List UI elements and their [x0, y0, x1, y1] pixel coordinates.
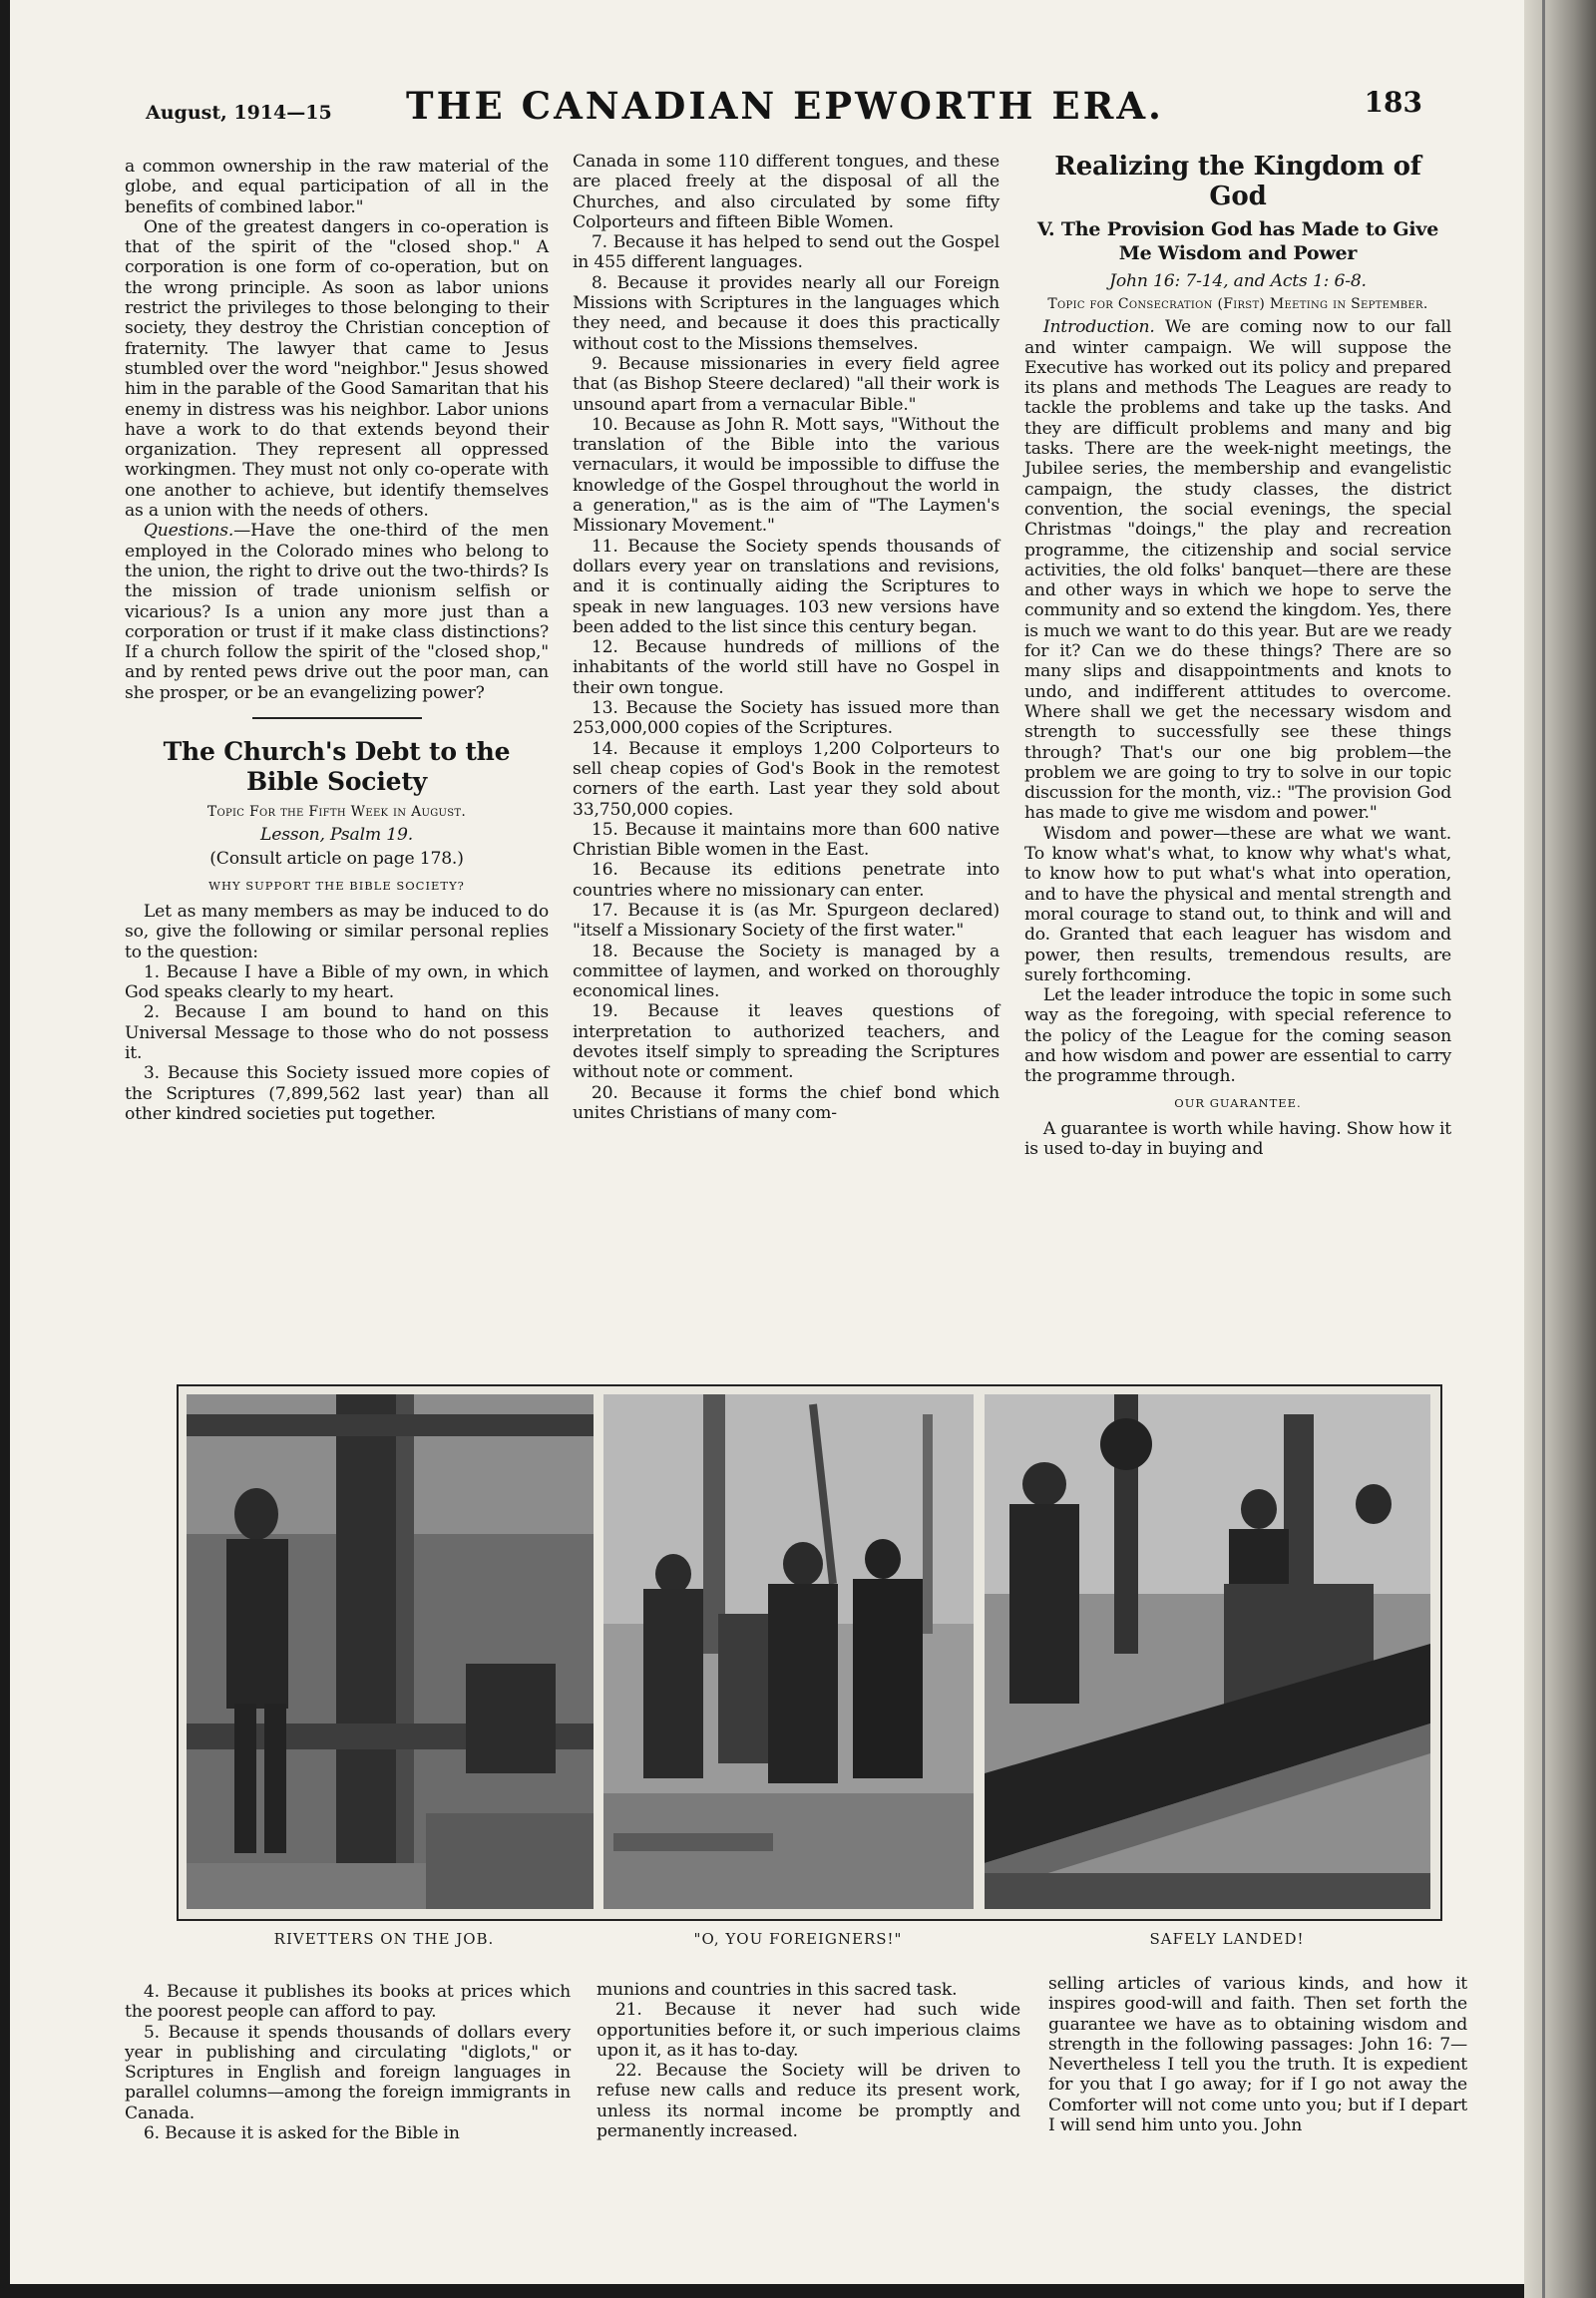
column-middle — [573, 152, 999, 1123]
bottom-column-right — [1048, 1974, 1467, 2135]
list-item: 6. Because it is asked for the Bible in — [143, 2123, 460, 2144]
column-left — [125, 157, 549, 1124]
paragraph — [1024, 317, 1451, 823]
publication-title: THE CANADIAN EPWORTH ERA. — [406, 84, 1164, 128]
article-heading: Realizing the Kingdom of God — [1054, 152, 1421, 211]
photo-strip — [177, 1384, 1442, 1921]
photo-caption: "O, YOU FOREIGNERS!" — [693, 1930, 903, 1948]
article-subheading: V. The Provision God has Made to Give Me Wisdom and Power — [1036, 218, 1439, 264]
list-item: 1. Because I have a Bible of my own, in which God speaks clearly to my heart. — [125, 961, 549, 1003]
list-item: 19. Because it leaves questions of interpretation to authorized teachers, and devotes itself simply to spreading the Scriptures without note or comment. — [573, 1001, 999, 1083]
list-item: 12. Because hundreds of millions of the inhabitants of the world still have no Gospel in their own tongue. — [573, 637, 999, 698]
list-item: 14. Because it employs 1,200 Colporteurs to sell cheap copies of God's Book in the remotest corners of the earth. Last year they sold about 33,750,000 copies. — [573, 738, 999, 820]
bottom-column-middle — [597, 1980, 1020, 2141]
photo-foreigners-image — [603, 1394, 974, 1909]
paragraph: a common ownership in the raw material of the globe, and equal participation of all in the benefits of combined labor." — [125, 157, 549, 217]
subsection-heading: WHY SUPPORT THE BIBLE SOCIETY? — [208, 878, 465, 893]
paragraph: A guarantee is worth while having. Show how it is used to-day in buying and — [1024, 1118, 1451, 1160]
issue-date: August, 1914—15 — [146, 102, 332, 124]
paragraph: Let as many members as may be induced to do so, give the following or similar personal replies to the question: — [125, 901, 549, 962]
paragraph — [125, 521, 549, 703]
photo-rivetters — [187, 1394, 594, 1909]
paragraph: Canada in some 110 different tongues, and these are placed freely at the disposal of all the Churches, and also circulated by some fifty Colporteurs and fifteen Bible Women. — [573, 152, 999, 232]
photo-safely-landed — [985, 1394, 1430, 1909]
paragraph: Let the leader introduce the topic in some such way as the foregoing, with special reference to the policy of the League for the coming season and how wisdom and power are essential to carry the programme through. — [1024, 985, 1451, 1087]
list-item: 20. Because it forms the chief bond which unites Christians of many com- — [573, 1082, 999, 1123]
scripture-reference: John 16: 7-14, and Acts 1: 6-8. — [1109, 271, 1367, 291]
list-item: 13. Because the Society has issued more than 253,000,000 copies of the Scriptures. — [573, 698, 999, 739]
list-item: 17. Because it is (as Mr. Spurgeon declared) "itself a Missionary Society of the first water." — [573, 900, 999, 942]
questions-label: Questions. — [143, 521, 234, 542]
article-heading: The Church's Debt to the Bible Society — [163, 737, 511, 797]
topic-line: Topic For the Fifth Week in August. — [206, 804, 467, 821]
list-item: 8. Because it provides nearly all our Foreign Missions with Scriptures in the languages which they need, and because it does this practically without cost to the Missions themselves. — [573, 272, 999, 354]
page-header — [138, 80, 1432, 130]
list-item: 11. Because the Society spends thousands of dollars every year on translations and revisions, and it is continually aiding the Scriptures to speak in new languages. 103 new versions have been added to the list since this century began. — [573, 536, 999, 637]
paragraph: selling articles of various kinds, and how it inspires good-will and faith. Then set forth the guarantee we have as to obtaining wisdom and strength in the following passages: John 16: 7—Nevertheless I tell you the truth. It is expedient for you that I go away; for if I go not away the Comforter will not come unto you; but if I depart I will send him unto you. John — [1048, 1974, 1467, 2136]
list-item: 5. Because it spends thousands of dollars every year in publishing and circulating "diglots," or Scriptures in English and foreign languages in parallel columns—among the foreign immigrants in Canada. — [125, 2022, 571, 2123]
paragraph: munions and countries in this sacred task. — [597, 1980, 958, 2000]
questions-text: —Have the one-third of the men employed in the Colorado mines who belong to the union, the right to drive out the two-thirds? Is the mission of trade unionism selfish or vicarious? Is a union any more just than a corporation or trust if it make class distinctions? If a church follow the spirit of the "closed shop," and by rented pews drive out the poor man, can she prosper, or be an evangelizing power? — [125, 521, 549, 703]
introduction-label: Introduction. — [1042, 317, 1155, 338]
list-item: 18. Because the Society is managed by a committee of laymen, and worked on thoroughly economical lines. — [573, 941, 999, 1002]
page-number: 183 — [1364, 86, 1422, 119]
list-item: 21. Because it never had such wide opportunities before it, or such imperious claims upon it, as it has to-day. — [597, 2000, 1020, 2061]
paragraph: Wisdom and power—these are what we want. To know what's what, to know why what's what, to know how to put what's what into operation, and to have the physical and mental strength and moral courage to stand out, to think and will and do. Granted that each leaguer has wisdom and power, then results, tremendous results, are surely forthcoming. — [1024, 823, 1451, 985]
book-binding-edge — [1524, 0, 1596, 2298]
section-divider — [252, 717, 422, 719]
list-item: 2. Because I am bound to hand on this Universal Message to those who do not possess it. — [125, 1002, 549, 1063]
list-item: 4. Because it publishes its books at prices which the poorest people can afford to pay. — [125, 1982, 571, 2023]
lesson-line: Lesson, Psalm 19. — [260, 825, 413, 846]
list-item: 7. Because it has helped to send out the Gospel in 455 different languages. — [573, 232, 999, 273]
list-item: 15. Because it maintains more than 600 native Christian Bible women in the East. — [573, 819, 999, 861]
subsection-heading: OUR GUARANTEE. — [1174, 1095, 1302, 1110]
introduction-text: We are coming now to our fall and winter campaign. We will suppose the Executive has worked out its policy and prepared its plans and methods The Leagues are ready to tackle the problems and take up the tasks. And they are difficult problems and many and big tasks. There are the week-night meetings, the Jubilee series, the membership and evangelistic campaign, the study classes, the district convention, the social evenings, the special Christmas "doings," the play and recreation programme, the citizenship and social service activities, the old folks' banquet—there are these and other ways in which we hope to serve the community and so extend the kingdom. Yes, there is much we want to do this year. But are we ready for it? Can we do these things? There are so many slips and disappointments and knots to undo, and indifferent attitudes to overcome. Where shall we get the necessary wisdom and strength to successfully see these things through? That's our one big problem—the problem we are going to try to solve in our topic discussion for the month, viz.: "The provision God has made to give me wisdom and power." — [1024, 317, 1452, 824]
topic-line: Topic for Consecration (First) Meeting in September. — [1047, 296, 1428, 313]
photo-caption: RIVETTERS ON THE JOB. — [273, 1930, 495, 1948]
column-right — [1024, 152, 1451, 1159]
paragraph: One of the greatest dangers in co-operation is that of the spirit of the "closed shop." A corporation is one form of co-operation, but on the wrong principle. As soon as labor unions restrict the privileges to those belonging to their society, they destroy the Christian conception of fraternity. The lawyer that came to Jesus stumbled over the word "neighbor." Jesus showed him in the parable of the Good Samaritan that his enemy in distress was his neighbor. Labor unions have a work to do that extends beyond their organization. They represent all oppressed workingmen. They must not only co-operate with one another to achieve, but identify themselves as a union with the needs of others. — [125, 216, 549, 522]
consult-note: (Consult article on page 178.) — [209, 849, 464, 870]
list-item: 10. Because as John R. Mott says, "Without the translation of the Bible into the various vernaculars, it would be impossible to diffuse the knowledge of the Gospel throughout the world in a generation," as is the aim of "The Laymen's Missionary Movement." — [573, 414, 999, 537]
list-item: 9. Because missionaries in every field agree that (as Bishop Steere declared) "all their work is unsound apart from a vernacular Bible." — [573, 353, 999, 415]
list-item: 22. Because the Society will be driven to refuse new calls and reduce its present work, unless its normal income be promptly and permanently increased. — [597, 2061, 1020, 2142]
list-item: 3. Because this Society issued more copies of the Scriptures (7,899,562 last year) than all other kindred societies put together. — [125, 1063, 549, 1124]
photo-caption: SAFELY LANDED! — [1149, 1930, 1305, 1948]
photo-rivetters-image — [187, 1394, 594, 1909]
photo-foreigners — [603, 1394, 974, 1909]
bottom-column-left — [125, 1982, 571, 2143]
list-item: 16. Because its editions penetrate into countries where no missionary can enter. — [573, 860, 999, 901]
photo-safely-landed-image — [985, 1394, 1430, 1909]
